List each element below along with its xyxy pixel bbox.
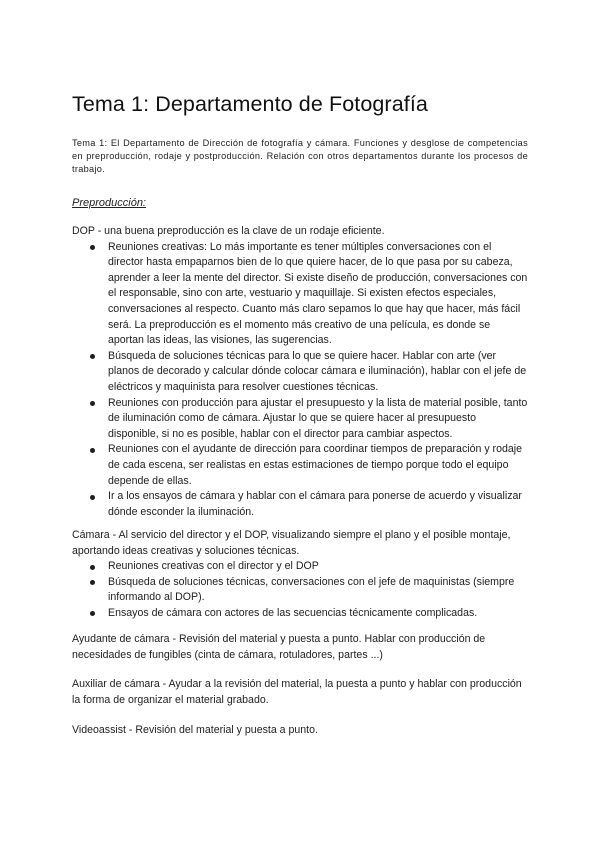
bullet-icon — [90, 580, 95, 585]
bullet-icon — [90, 565, 95, 570]
bullet-icon — [90, 611, 95, 616]
list-item: Reuniones creativas: Lo más importante es tener múltiples conversaciones con el director hasta empaparnos bien de lo que quiere hacer, de lo que pasa por su cabeza, aprender a leer la mente del director. Si existe diseño de producción, conversaciones con el responsable, sino con arte, vestuario y maquillaje. Si existen efectos especiales, conversaciones al respecto. Cuanto más claro sepamos lo que hay que hacer, más fácil será. La preproducción es el momento más creativo de una película, es donde se aportan las ideas, las visiones, las sugerencias. — [72, 240, 528, 349]
videoassist-paragraph: Videoassist - Revisión del material y puesta a punto. — [72, 724, 318, 736]
list-item: Ensayos de cámara con actores de las secuencias técnicamente complicadas. — [72, 606, 528, 622]
camara-bullet-list — [72, 559, 528, 621]
bullet-icon — [90, 495, 95, 500]
auxiliar-paragraph: Auxiliar de cámara - Ayudar a la revisión del material, la puesta a punto y hablar con producción la forma de organizar el material grabado. — [72, 678, 522, 706]
dop-section — [72, 224, 528, 520]
section-heading-preproduccion: Preproducción: — [72, 197, 146, 209]
topic-description: Tema 1: El Departamento de Dirección de fotografía y cámara. Funciones y desglose de competencias en preproducción, rodaje y postproducción. Relación con otros departamentos durante los procesos de trabajo. — [72, 138, 528, 174]
camara-intro: Cámara - Al servicio del director y el DOP, visualizando siempre el plano y el posible montaje, aportando ideas creativas y soluciones técnicas. — [72, 529, 511, 557]
bullet-icon — [90, 401, 95, 406]
bullet-icon — [90, 245, 95, 250]
list-item: Ir a los ensayos de cámara y hablar con el cámara para ponerse de acuerdo y visualizar dónde esconder la iluminación. — [72, 489, 528, 520]
bullet-icon — [90, 354, 95, 359]
dop-bullet-list — [72, 240, 528, 521]
list-item: Reuniones creativas con el director y el DOP — [72, 559, 528, 575]
page-title: Tema 1: Departamento de Fotografía — [72, 92, 428, 116]
list-item: Búsqueda de soluciones técnicas para lo que se quiere hacer. Hablar con arte (ver planos de decorado y calcular dónde colocar cámara e iluminación), hablar con el jefe de eléctricos y maquinista para resolver cuestiones técnicas. — [72, 349, 528, 396]
camara-section — [72, 528, 528, 622]
dop-intro: DOP - una buena preproducción es la clave de un rodaje eficiente. — [72, 225, 385, 237]
ayudante-paragraph: Ayudante de cámara - Revisión del material y puesta a punto. Hablar con producción de necesidades de fungibles (cinta de cámara, rotuladores, partes ...) — [72, 633, 486, 661]
list-item: Búsqueda de soluciones técnicas, conversaciones con el jefe de maquinistas (siempre informando al DOP). — [72, 575, 528, 606]
list-item: Reuniones con producción para ajustar el presupuesto y la lista de material posible, tanto de iluminación como de cámara. Ajustar lo que se quiere hacer al presupuesto disponible, si no es posible, hablar con el director para cambiar aspectos. — [72, 396, 528, 443]
bullet-icon — [90, 448, 95, 453]
list-item: Reuniones con el ayudante de dirección para coordinar tiempos de preparación y rodaje de cada escena, ser realistas en estas estimaciones de tiempo porque todo el equipo depende de ellas. — [72, 442, 528, 489]
